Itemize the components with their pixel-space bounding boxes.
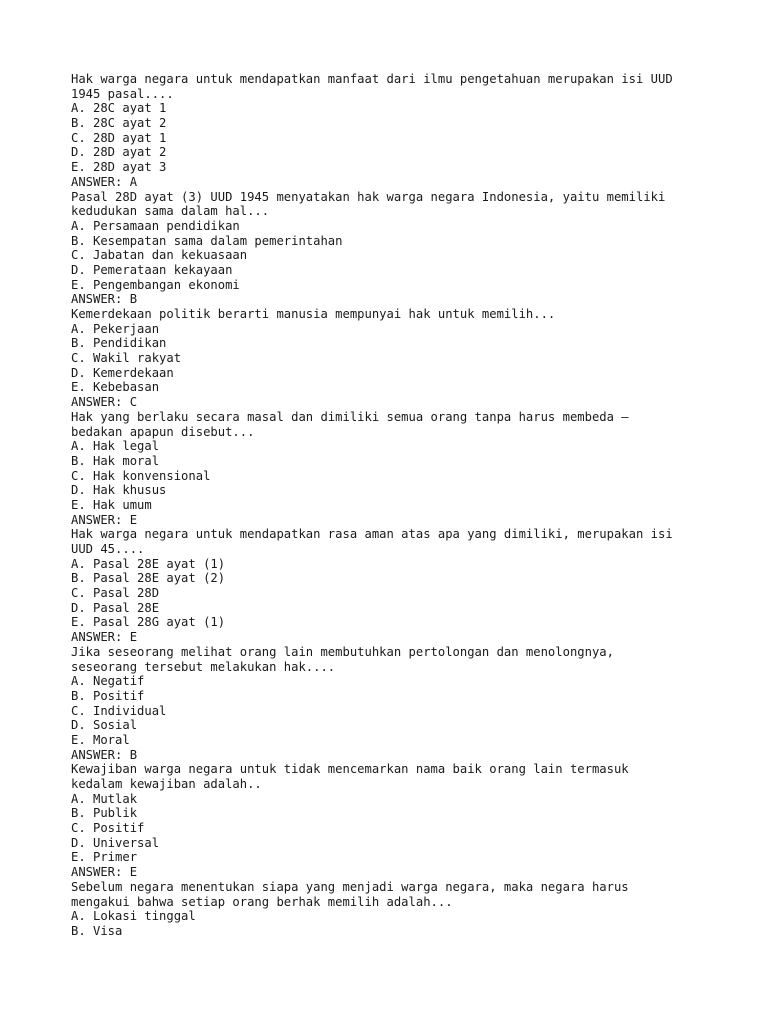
answer-option: B. 28C ayat 2 <box>71 116 167 131</box>
answer-option: B. Hak moral <box>71 453 160 468</box>
answer-option: C. Individual <box>71 703 167 718</box>
question-text: Hak warga negara untuk mendapatkan rasa aman atas apa yang dimiliki, merupakan isi <box>71 527 673 542</box>
answer-option: B. Pendidikan <box>71 336 167 351</box>
answer-option: D. Hak khusus <box>71 483 167 498</box>
answer-option: D. Universal <box>71 835 160 850</box>
answer-option: B. Kesempatan sama dalam pemerintahan <box>71 233 343 248</box>
answer-option: A. Negatif <box>71 674 145 689</box>
answer-option: E. Kebebasan <box>71 380 160 395</box>
answer-option: E. Primer <box>71 850 138 865</box>
question-text: kedudukan sama dalam hal... <box>71 204 270 219</box>
answer-option: D. Pasal 28E <box>71 600 160 615</box>
question-text: Sebelum negara menentukan siapa yang menjadi warga negara, maka negara harus <box>71 879 629 894</box>
question-text: Jika seseorang melihat orang lain membutuhkan pertolongan dan menolongnya, <box>71 644 614 659</box>
answer-option: C. Hak konvensional <box>71 468 211 483</box>
question-text: UUD 45.... <box>71 542 145 556</box>
answer-option: C. Jabatan dan kekuasaan <box>71 248 248 263</box>
answer-option: E. 28D ayat 3 <box>71 160 167 175</box>
answer-option: A. 28C ayat 1 <box>71 101 167 116</box>
answer-option: E. Pasal 28G ayat (1) <box>71 615 226 630</box>
question-text: bedakan apapun disebut... <box>71 424 255 439</box>
answer-key: ANSWER: C <box>71 395 138 410</box>
answer-option: B. Visa <box>71 923 123 938</box>
answer-option: A. Pasal 28E ayat (1) <box>71 556 226 571</box>
answer-key: ANSWER: B <box>71 747 138 762</box>
answer-key: ANSWER: B <box>71 292 138 307</box>
answer-option: A. Mutlak <box>71 791 138 806</box>
answer-option: D. Kemerdekaan <box>71 365 174 380</box>
document-page <box>71 72 711 939</box>
question-text: Hak warga negara untuk mendapatkan manfaat dari ilmu pengetahuan merupakan isi UUD <box>71 72 673 86</box>
answer-option: A. Hak legal <box>71 439 160 454</box>
question-text: kedalam kewajiban adalah.. <box>71 777 262 791</box>
question-text: mengakui bahwa setiap orang berhak memilih adalah... <box>71 894 453 909</box>
answer-key: ANSWER: A <box>71 174 138 189</box>
answer-key: ANSWER: E <box>71 512 138 527</box>
answer-option: E. Pengembangan ekonomi <box>71 277 240 292</box>
question-text: Kemerdekaan politik berarti manusia mempunyai hak untuk memilih... <box>71 307 556 321</box>
answer-option: E. Moral <box>71 732 130 747</box>
answer-option: D. 28D ayat 2 <box>71 145 167 160</box>
answer-option: B. Publik <box>71 806 138 821</box>
question-text: seseorang tersebut melakukan hak.... <box>71 659 336 674</box>
answer-option: E. Hak umum <box>71 497 152 512</box>
question-text: Hak yang berlaku secara masal dan dimiliki semua orang tanpa harus membeda – <box>71 409 629 424</box>
answer-key: ANSWER: E <box>71 630 138 645</box>
answer-key: ANSWER: E <box>71 865 138 880</box>
question-text: Pasal 28D ayat (3) UUD 1945 menyatakan hak warga negara Indonesia, yaitu memiliki <box>71 189 666 204</box>
answer-option: B. Pasal 28E ayat (2) <box>71 571 226 586</box>
answer-option: C. Positif <box>71 821 145 836</box>
answer-option: A. Lokasi tinggal <box>71 909 196 924</box>
question-text: 1945 pasal.... <box>71 86 174 101</box>
answer-option: D. Pemerataan kekayaan <box>71 262 233 277</box>
answer-option: C. Wakil rakyat <box>71 351 182 366</box>
answer-option: B. Positif <box>71 688 145 703</box>
answer-option: C. Pasal 28D <box>71 586 160 601</box>
answer-option: C. 28D ayat 1 <box>71 130 167 145</box>
answer-option: D. Sosial <box>71 718 138 733</box>
answer-option: A. Pekerjaan <box>71 321 160 336</box>
answer-option: A. Persamaan pendidikan <box>71 218 240 233</box>
question-text: Kewajiban warga negara untuk tidak mencemarkan nama baik orang lain termasuk <box>71 762 629 777</box>
